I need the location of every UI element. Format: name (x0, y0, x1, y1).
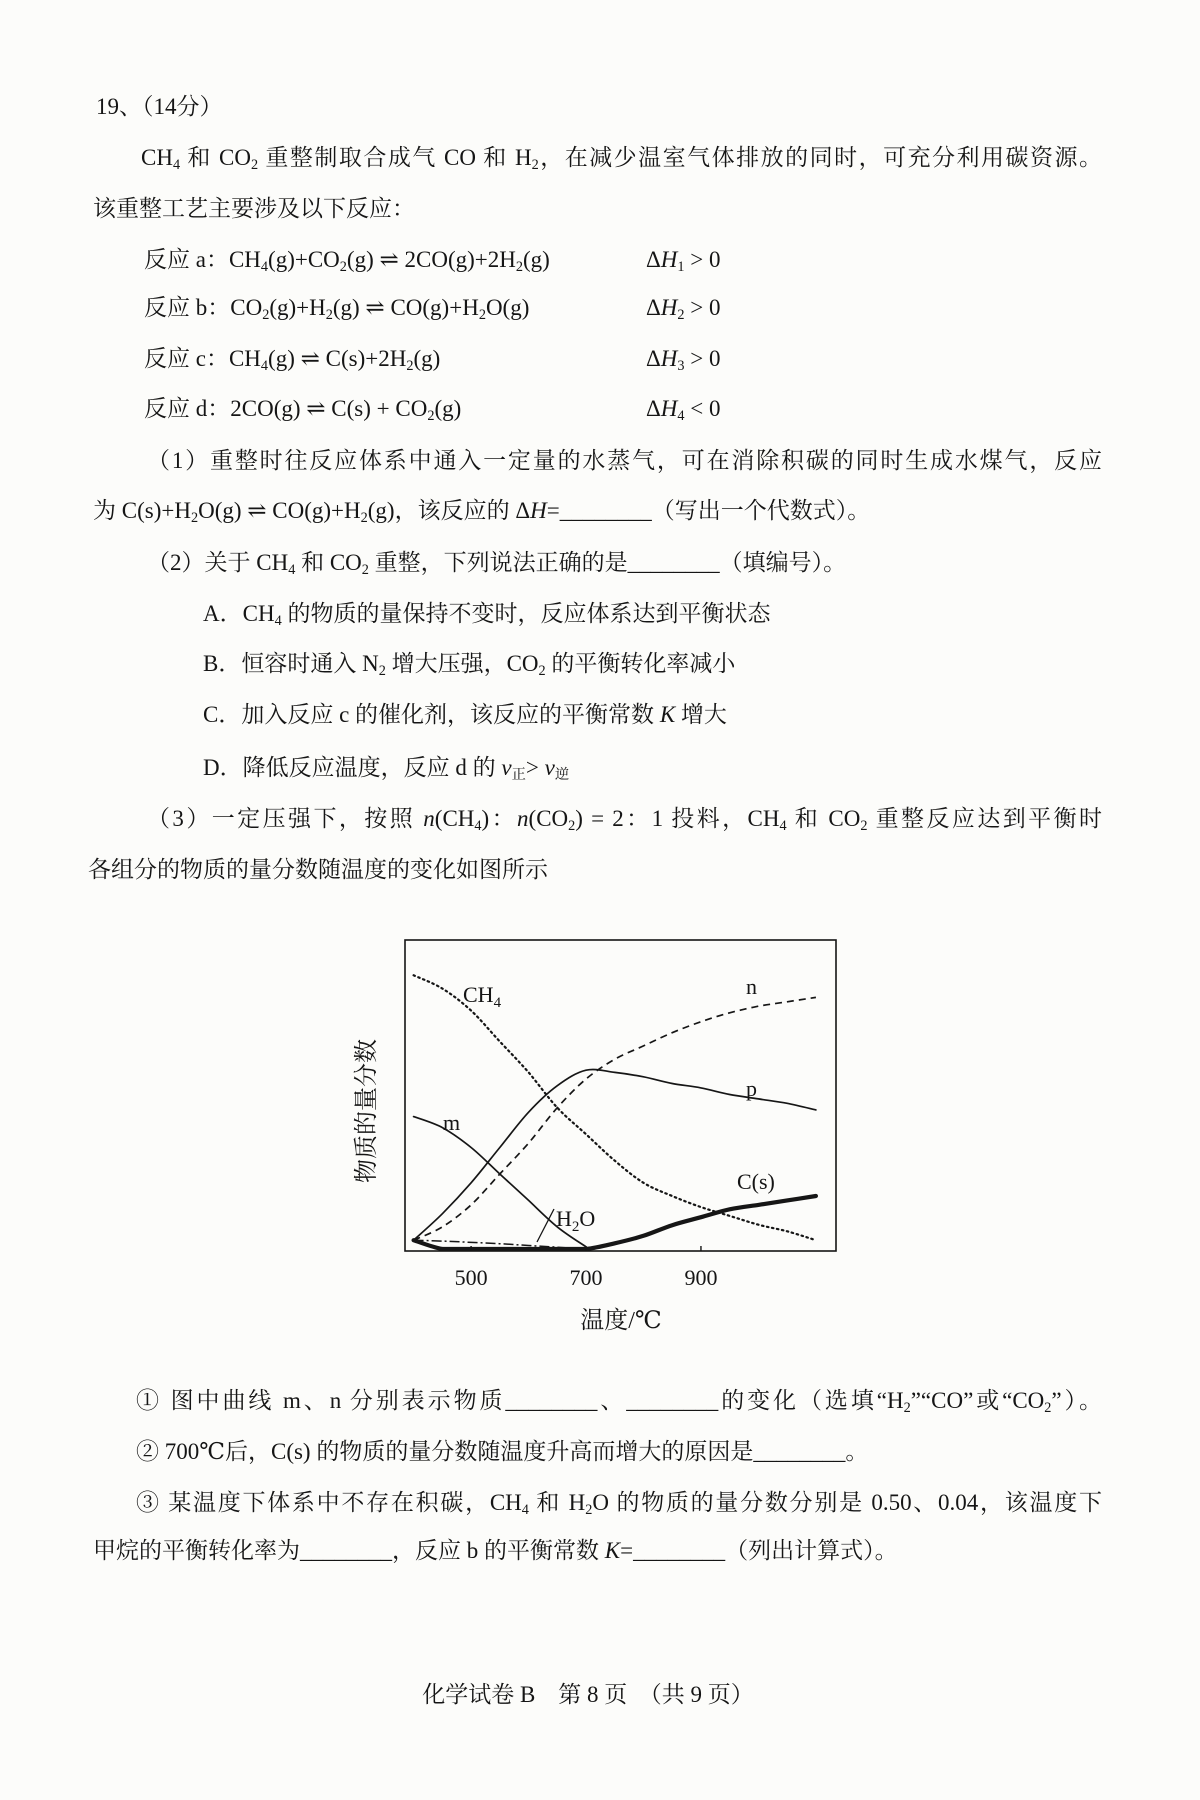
italic-symbol: v (544, 755, 555, 780)
subscript: 2 (585, 1501, 593, 1518)
curve-label-m (443, 1110, 460, 1135)
reaction-enthalpy: $\Delta H_1 > 0$ (646, 247, 721, 275)
curve-label-p (746, 1076, 757, 1101)
x-tick-label: 900 (684, 1265, 718, 1290)
reaction-a (144, 245, 744, 275)
curve-label-h2o (556, 1206, 595, 1235)
x-ticks-group (455, 1246, 718, 1290)
subscript: 4 (274, 612, 282, 629)
label-text: CH (463, 982, 494, 1007)
subscript: 2 (903, 1399, 911, 1416)
reaction-d (144, 394, 744, 424)
subscript: 2 (860, 817, 868, 834)
reaction-equation: 反应 a：$CH_4(g)+CO_2(g)$ ⇌ $2CO(g)+2H_2(g)$ (144, 247, 550, 275)
curve-labels-group (443, 974, 775, 1235)
label-text: C(s) (737, 1169, 775, 1194)
italic-symbol: H (660, 295, 678, 320)
reaction-enthalpy: $\Delta H_2 > 0$ (646, 295, 721, 323)
label-subscript: 4 (493, 995, 502, 1011)
part1-line: （1）重整时往反应体系中通入一定量的水蒸气，可在消除积碳的同时生成水煤气，反应 (147, 448, 1102, 473)
italic-symbol: H (530, 498, 547, 523)
intro-line: $CH_4$ 和 $CO_2$ 重整制取合成气 CO 和 $H_2$，在减少温室气体排放的同时，可充分利用碳资源。 (141, 145, 1103, 173)
option-d: D．降低反应温度，反应 d 的 $v_正> v_逆$ (203, 755, 570, 783)
italic-symbol: n (423, 806, 435, 831)
italic-symbol: H (660, 396, 678, 421)
x-tick-label: 700 (569, 1265, 603, 1290)
question-number: 19、（14分） (96, 94, 223, 119)
reaction-equation: 反应 c：$CH_4(g)$ ⇌ $C(s)+2H_2(g)$ (144, 346, 441, 374)
label-text: O (579, 1206, 596, 1231)
part2-stem: （2）关于 $CH_4$ 和 $CO_2$ 重整，下列说法正确的是________（填编号）。 (147, 550, 847, 578)
label-subscript: 2 (571, 1219, 580, 1235)
subscript: 2 (531, 156, 539, 173)
reaction-b (144, 293, 744, 323)
reaction-equation: 反应 d：2CO(g) ⇌ $C(s) + CO_2(g)$ (144, 396, 462, 424)
part3-stem-line: （3）一定压强下，按照 $n(CH_4)$：$n(CO_2) = 2$：1 投料，$CH_4$ 和 $CO_2$ 重整反应达到平衡时 (147, 806, 1102, 834)
subscript: 2 (478, 306, 486, 323)
subscript: 2 (568, 817, 576, 834)
subquestion-3-continued: 甲烷的平衡转化率为________，反应 b 的平衡常数 K=________（列出计算式）。 (93, 1538, 898, 1563)
italic-symbol: v (501, 755, 512, 780)
subscript: 4 (288, 561, 296, 578)
subscript: 4 (260, 258, 269, 275)
subscript: 2 (251, 156, 259, 173)
curve-c-s (414, 1196, 816, 1249)
reaction-c (144, 344, 744, 374)
subscript: 2 (406, 357, 414, 374)
option-a: A．$CH_4$ 的物质的量保持不变时，反应体系达到平衡状态 (203, 601, 771, 629)
curve-ch4 (414, 975, 816, 1240)
subscript: 2 (538, 662, 546, 679)
option-c: C．加入反应 c 的催化剂，该反应的平衡常数 K 增大 (203, 702, 727, 727)
intro-line: 该重整工艺主要涉及以下反应： (93, 196, 415, 221)
h2o-leader-line (537, 1209, 554, 1242)
subscript: 4 (474, 817, 482, 834)
curve-label-c-s (737, 1169, 775, 1194)
part3-stem-line: 各组分的物质的量分数随温度的变化如图所示 (88, 857, 548, 882)
curve-label-ch4 (463, 982, 502, 1011)
subscript: 2 (339, 258, 347, 275)
reaction-equation: 反应 b：$CO_2(g)+H_2(g)$ ⇌ $CO(g)+H_2O(g)$ (144, 295, 530, 323)
subscript: 2 (515, 258, 523, 275)
italic-symbol: H (660, 346, 678, 371)
subscript: 2 (360, 509, 368, 526)
label-text: n (746, 974, 757, 999)
italic-symbol: n (517, 806, 529, 831)
subscript: 逆 (554, 766, 570, 783)
subscript: 正 (511, 766, 526, 783)
subscript: 2 (190, 509, 199, 526)
curves-group (414, 975, 816, 1249)
subscript: 2 (378, 662, 386, 679)
option-b: B．恒容时通入 $N_2$ 增大压强，$CO_2$ 的平衡转化率减小 (203, 651, 736, 679)
subscript: 4 (172, 156, 181, 173)
subscript: 4 (521, 1501, 529, 1518)
label-text: H (556, 1206, 572, 1231)
x-axis-label: 温度/℃ (580, 1308, 662, 1334)
italic-symbol: H (660, 247, 678, 272)
subscript: 2 (262, 306, 270, 323)
label-text: p (746, 1076, 757, 1101)
subscript: 2 (427, 407, 435, 424)
part1-line: 为 $C(s)+H_2O(g)$ ⇌ $CO(g)+H_2(g)$，该反应的 ΔH=________（写出一个代数式）。 (93, 498, 871, 526)
subscript: 4 (779, 817, 787, 834)
reaction-enthalpy: $\Delta H_3 > 0$ (646, 346, 721, 374)
subscript: 2 (677, 306, 685, 323)
curve-label-n (746, 974, 757, 999)
subquestion-2: ② 700℃后，C(s) 的物质的量分数随温度升高而增大的原因是________。 (136, 1439, 869, 1464)
mole-fraction-vs-temperature-chart (340, 920, 860, 1340)
subquestion-1: ① 图中曲线 m、n 分别表示物质________、________的变化（选填“$H_2”“CO$”或“$CO_2$”）。 (136, 1388, 1102, 1416)
italic-symbol: K (659, 702, 676, 727)
subscript: 2 (325, 306, 333, 323)
subscript: 2 (361, 561, 369, 578)
subscript: 3 (677, 357, 685, 374)
x-tick-label: 500 (454, 1265, 488, 1290)
subscript: 4 (260, 357, 269, 374)
page-footer: 化学试卷 B 第 8 页 （共 9 页） (422, 1682, 754, 1707)
subscript: 4 (677, 407, 685, 424)
reaction-enthalpy: $\Delta H_4 < 0$ (646, 396, 721, 424)
subscript: 1 (677, 258, 685, 275)
y-axis-label: 物质的量分数 (354, 1039, 380, 1183)
subscript: 2 (1044, 1399, 1052, 1416)
label-text: m (443, 1110, 461, 1135)
italic-symbol: K (604, 1538, 621, 1563)
subquestion-3: ③ 某温度下体系中不存在积碳，$CH_4$ 和 $H_2O$ 的物质的量分数分别是 0.50、0.04，该温度下 (136, 1490, 1102, 1518)
